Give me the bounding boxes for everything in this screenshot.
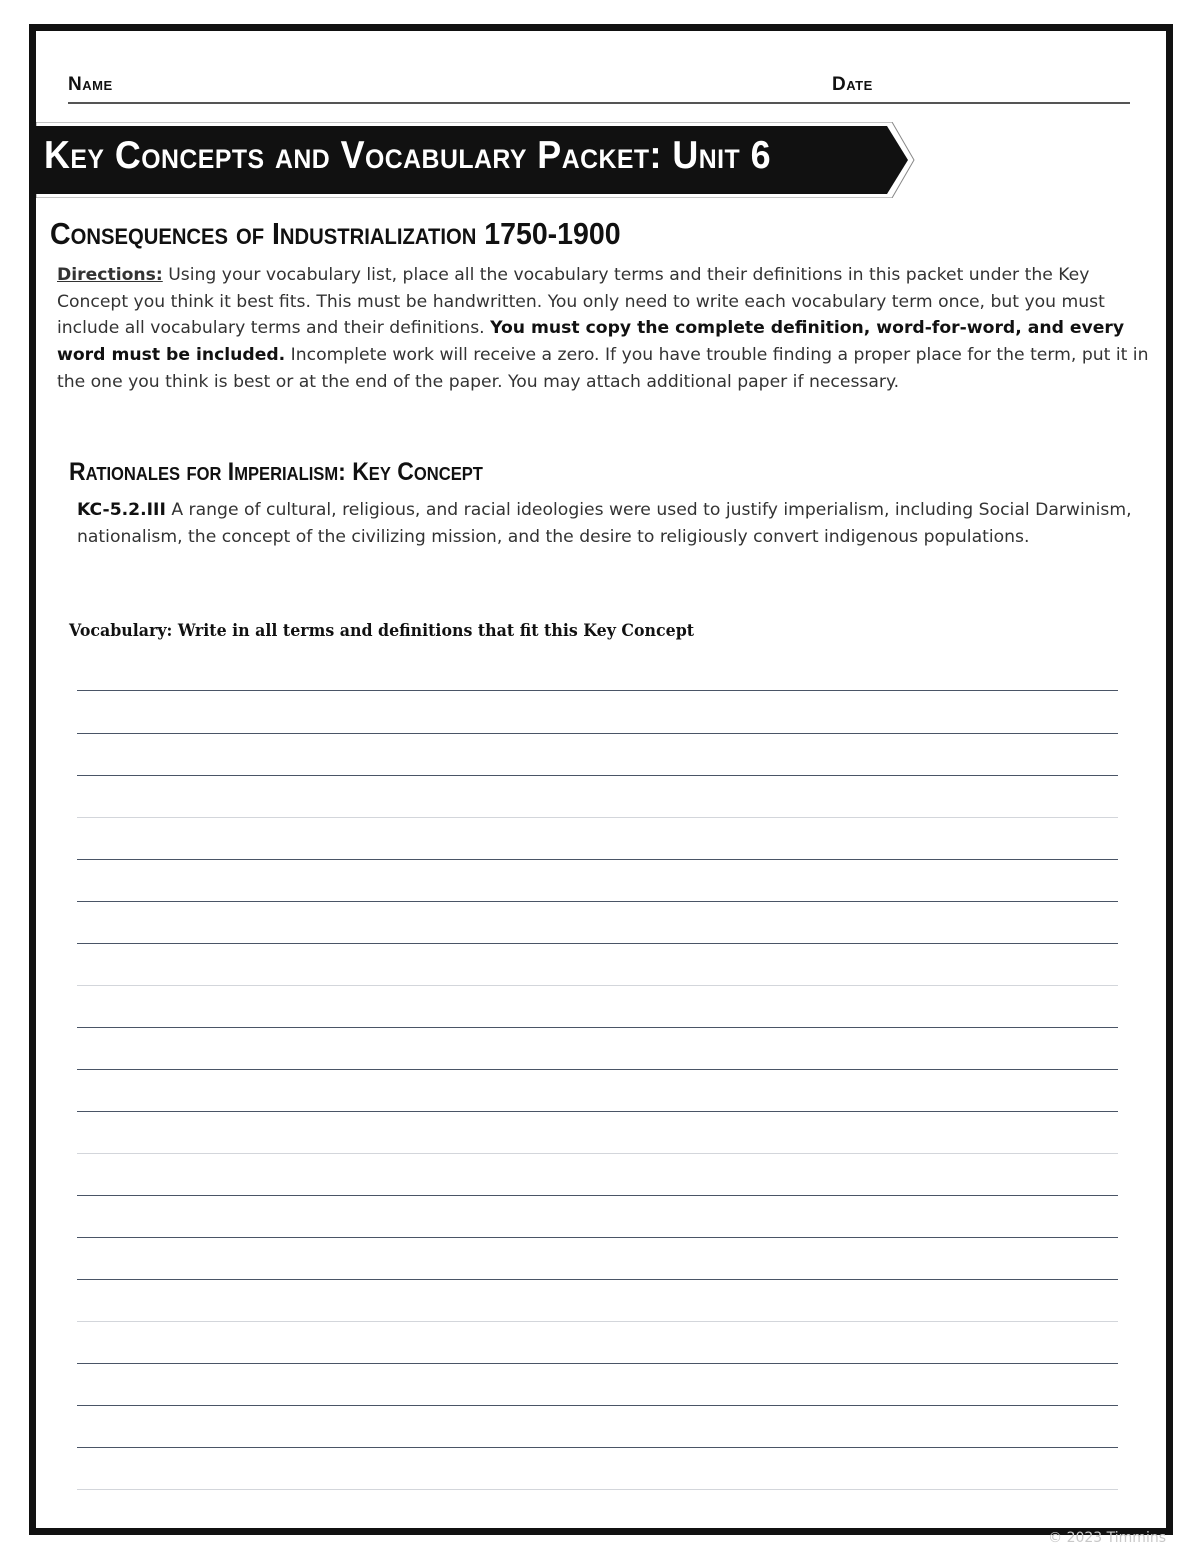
writing-line[interactable]	[77, 1489, 1118, 1490]
writing-line[interactable]	[77, 901, 1118, 902]
directions-paragraph	[57, 262, 1149, 396]
writing-line[interactable]	[77, 859, 1118, 860]
writing-line[interactable]	[77, 1027, 1118, 1028]
name-label: Name	[68, 74, 113, 95]
writing-line[interactable]	[77, 1237, 1118, 1238]
writing-line[interactable]	[77, 1195, 1118, 1196]
writing-line[interactable]	[77, 943, 1118, 944]
writing-line[interactable]	[77, 1153, 1118, 1154]
writing-line[interactable]	[77, 733, 1118, 734]
writing-line[interactable]	[77, 775, 1118, 776]
key-concept-heading: Rationales for Imperialism: Key Concept	[69, 458, 483, 486]
writing-line[interactable]	[77, 1279, 1118, 1280]
vocabulary-label: Vocabulary: Write in all terms and definitions that fit this Key Concept	[69, 621, 695, 641]
writing-line[interactable]	[77, 690, 1118, 691]
writing-line[interactable]	[77, 985, 1118, 986]
writing-line[interactable]	[77, 1321, 1118, 1322]
key-concept-text: A range of cultural, religious, and racial ideologies were used to justify imperialism, including Social Darwinism, nationalism, the concept of the civilizing mission, and the desire to religiously convert indigenous populations.	[77, 500, 1132, 547]
title-banner	[36, 122, 916, 196]
copyright-footer: © 2023 Timmins	[1048, 1530, 1166, 1546]
packet-title: Key Concepts and Vocabulary Packet: Unit 6	[44, 134, 772, 177]
section-title: Consequences of Industrialization 1750-1900	[50, 216, 621, 251]
name-date-row	[68, 74, 1130, 104]
writing-line[interactable]	[77, 817, 1118, 818]
writing-line[interactable]	[77, 1363, 1118, 1364]
key-concept-code: KC-5.2.III	[77, 500, 166, 520]
date-label: Date	[832, 74, 873, 95]
writing-line[interactable]	[77, 1447, 1118, 1448]
directions-text-2: Incomplete work will receive a zero. If you have trouble finding a proper place for the term, put it in the one you think is best or at the end of the paper. You may attach additional paper if necessary.	[57, 345, 1149, 392]
directions-label: Directions:	[57, 265, 163, 285]
writing-line[interactable]	[77, 1111, 1118, 1112]
directions-text-1: Using your vocabulary list, place all the vocabulary terms and their definitions in this packet under the Key Concept you think it best fits. This must be handwritten. You only need to write each vocabulary term once, but you must include all vocabulary terms and their definitions.	[57, 265, 1105, 339]
directions-bold-text: You must copy the complete definition, word-for-word, and every word must be included.	[57, 318, 1125, 366]
key-concept-paragraph	[77, 497, 1137, 550]
writing-line[interactable]	[77, 1069, 1118, 1070]
writing-line[interactable]	[77, 1405, 1118, 1406]
